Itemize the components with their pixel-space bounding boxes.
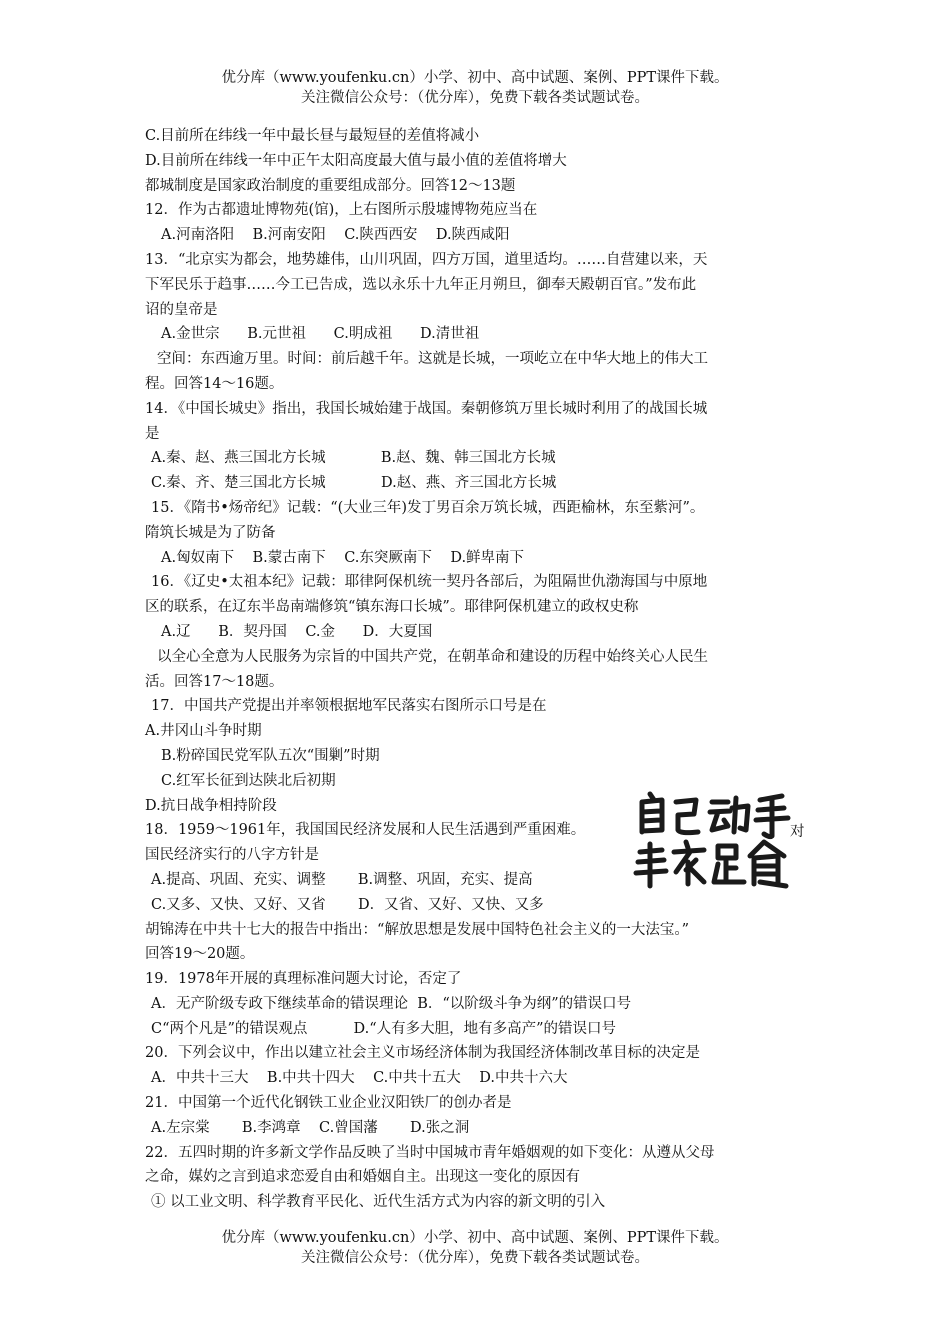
slogan-calligraphy-image bbox=[628, 790, 793, 890]
text-line: D.目前所在纬线一年中正午太阳高度最大值与最小值的差值将增大 bbox=[145, 152, 567, 169]
question-17: 17．中国共产党提出并率领根据地军民落实右图所示口号是在 bbox=[151, 698, 547, 715]
question-20: 20．下列会议中，作出以建立社会主义市场经济体制为我国经济体制改革目标的决定是 bbox=[145, 1045, 700, 1062]
header-line-2: 关注微信公众号：（优分库），免费下载各类试题试卷。 bbox=[301, 90, 649, 106]
text-line: 国民经济实行的八字方针是 bbox=[145, 847, 319, 864]
question-20-options: A．中共十三大 B.中共十四大 C.中共十五大 D.中共十六大 bbox=[151, 1070, 568, 1087]
slogan-brush-strokes bbox=[628, 790, 793, 890]
question-12: 12．作为古都遗址博物苑(馆)，上右图所示殷墟博物苑应当在 bbox=[145, 202, 538, 219]
question-14-options-cd: C.秦、齐、楚三国北方长城 D.赵、燕、齐三国北方长城 bbox=[151, 475, 557, 492]
question-15-options: A.匈奴南下 B.蒙古南下 C.东突厥南下 D.鲜卑南下 bbox=[161, 549, 525, 566]
question-19: 19．1978年开展的真理标准问题大讨论，否定了 bbox=[145, 971, 462, 988]
question-18-options-cd: C.又多、又快、又好、又省 D．又省、又好、又快、又多 bbox=[151, 896, 544, 913]
text-line: 下军民乐于趋事……今工已告成，选以永乐十九年正月朔旦，御奉天殿朝百官。”发布此 bbox=[145, 276, 697, 293]
question-15: 15．《隋书•炀帝纪》记载：“(大业三年)发丁男百余万筑长城，西距榆林，东至紫河”。 bbox=[151, 499, 705, 516]
question-19-options-cd: C“两个凡是”的错误观点 D.“人有多大胆，地有多高产”的错误口号 bbox=[151, 1020, 617, 1037]
question-14-options-ab: A.秦、赵、燕三国北方长城 B.赵、魏、韩三国北方长城 bbox=[151, 450, 556, 467]
question-13: 13．“北京实为都会，地势雄伟，山川巩固，四方万国，道里适均。……自营建以来，天 bbox=[145, 251, 708, 268]
text-line: 都城制度是国家政治制度的重要组成部分。回答12～13题 bbox=[145, 177, 516, 194]
question-14: 14．《中国长城史》指出，我国长城始建于战国。秦朝修筑万里长城时利用了的战国长城 bbox=[145, 400, 708, 417]
text-line: 活。回答17～18题。 bbox=[145, 673, 284, 690]
text-line: 诏的皇帝是 bbox=[145, 301, 218, 318]
text-line: 隋筑长城是为了防备 bbox=[145, 524, 276, 541]
question-18-options-ab: A.提高、巩固、充实、调整 B.调整、巩固，充实、提高 bbox=[151, 871, 533, 888]
text-line: 之命，媒妁之言到追求恋爱自由和婚姻自主。出现这一变化的原因有 bbox=[145, 1169, 580, 1186]
question-21: 21．中国第一个近代化钢铁工业企业汉阳铁厂的创办者是 bbox=[145, 1095, 512, 1112]
footer-line-1: 优分库（www.youfenku.cn）小学、初中、高中试题、案例、PPT课件下载。 bbox=[221, 1230, 729, 1246]
header-line-1: 优分库（www.youfenku.cn）小学、初中、高中试题、案例、PPT课件下载。 bbox=[221, 70, 729, 86]
question-22: 22．五四时期的许多新文学作品反映了当时中国城市青年婚姻观的如下变化：从遵从父母 bbox=[145, 1144, 715, 1161]
text-line: 空间：东西逾万里。时间：前后越千年。这就是长城，一项屹立在中华大地上的伟大工 bbox=[157, 351, 708, 368]
text-line: 以全心全意为人民服务为宗旨的中国共产党，在朝革命和建设的历程中始终关心人民生 bbox=[157, 648, 708, 665]
text-line: 区的联系，在辽东半岛南端修筑“镇东海口长城”。耶律阿保机建立的政权史称 bbox=[145, 599, 639, 616]
question-21-options: A.左宗棠 B.李鸿章 C.曾国藩 D.张之洞 bbox=[151, 1119, 470, 1136]
text-line: C.目前所在纬线一年中最长昼与最短昼的差值将减小 bbox=[145, 128, 480, 144]
text-line: 胡锦涛在中共十七大的报告中指出：“解放思想是发展中国特色社会主义的一大法宝。” bbox=[145, 921, 690, 938]
question-16-options: A.辽 B．契丹国 C.金 D．大夏国 bbox=[161, 623, 433, 640]
text-line: 回答19～20题。 bbox=[145, 946, 255, 963]
page-footer bbox=[0, 1228, 950, 1268]
question-17-option-c: C.红军长征到达陕北后初期 bbox=[161, 772, 336, 789]
question-18-tail: 对 bbox=[790, 824, 805, 840]
question-16: 16．《辽史•太祖本纪》记载：耶律阿保机统一契丹各部后，为阻隔世仇渤海国与中原地 bbox=[151, 574, 708, 591]
question-13-options: A.金世宗 B.元世祖 C.明成祖 D.清世祖 bbox=[161, 326, 480, 343]
question-19-options-ab: A．无产阶级专政下继续革命的错误理论 B．“以阶级斗争为纲”的错误口号 bbox=[151, 995, 632, 1012]
question-17-option-b: B.粉碎国民党军队五次“围剿”时期 bbox=[161, 747, 380, 764]
question-22-item-1: ① 以工业文明、科学教育平民化、近代生活方式为内容的新文明的引入 bbox=[151, 1194, 606, 1211]
question-18: 18．1959～1961年，我国国民经济发展和人民生活遇到严重困难。 bbox=[145, 822, 586, 839]
page-header bbox=[0, 68, 950, 108]
text-line: 是 bbox=[145, 425, 160, 442]
text-line: 程。回答14～16题。 bbox=[145, 375, 284, 392]
question-17-option-a: A.井冈山斗争时期 bbox=[145, 723, 262, 740]
question-17-option-d: D.抗日战争相持阶段 bbox=[145, 797, 277, 814]
exam-body bbox=[145, 124, 810, 1215]
question-12-options: A.河南洛阳 B.河南安阳 C.陕西西安 D.陕西咸阳 bbox=[161, 227, 510, 244]
footer-line-2: 关注微信公众号：（优分库），免费下载各类试题试卷。 bbox=[301, 1250, 649, 1266]
